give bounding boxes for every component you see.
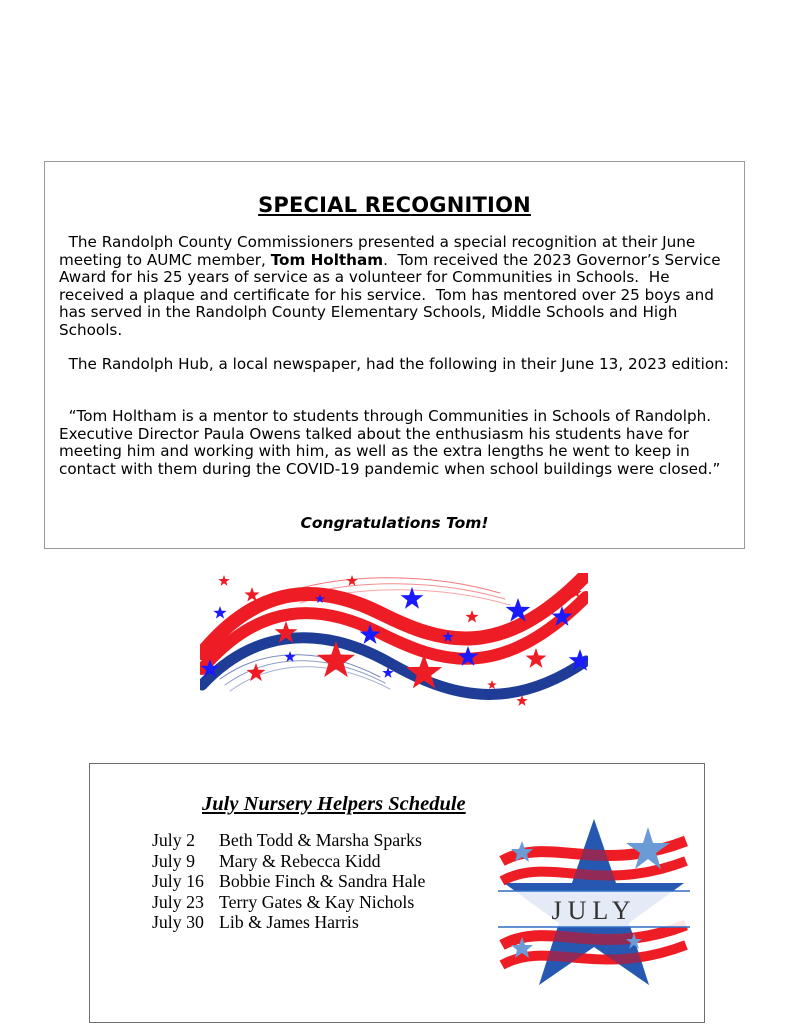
schedule-row bbox=[152, 892, 425, 913]
july-star-flag-icon bbox=[498, 815, 690, 987]
special-recognition-box bbox=[44, 161, 745, 549]
schedule-date: July 16 bbox=[152, 871, 204, 891]
nursery-schedule-title: July Nursery Helpers Schedule bbox=[202, 793, 466, 815]
p1-text-a: The Randolph County Commissioners presented a special recognition at their June meeting to AUMC member, bbox=[59, 233, 701, 269]
nursery-schedule-list bbox=[152, 830, 425, 933]
schedule-row bbox=[152, 912, 425, 933]
schedule-row bbox=[152, 830, 425, 851]
schedule-row bbox=[152, 871, 425, 892]
schedule-date: July 2 bbox=[152, 830, 195, 850]
schedule-date: July 23 bbox=[152, 891, 204, 912]
special-recognition-title: SPECIAL RECOGNITION bbox=[258, 193, 531, 217]
schedule-date: July 30 bbox=[152, 912, 204, 932]
schedule-helpers: Terry Gates & Kay Nichols bbox=[219, 891, 415, 912]
schedule-date: July 9 bbox=[152, 850, 195, 871]
p1-text-b: . Tom received the 2023 Governor’s Service Award for his 25 years of service as a volunteer for Communities in Schools. He received a plaque and certificate for his service. Tom has mentored over 25 boys and has served in the Randolph County Elementary Schools, Middle Schools and High Schools. bbox=[59, 250, 726, 339]
schedule-helpers: Bobbie Finch & Sandra Hale bbox=[219, 871, 426, 891]
schedule-helpers: Beth Todd & Marsha Sparks bbox=[219, 830, 422, 850]
honoree-name: Tom Holtham bbox=[270, 250, 384, 269]
newspaper-quote: “Tom Holtham is a mentor to students through Communities in Schools of Randolph. Executive Director Paula Owens talked about the enthusiasm his students have for meeting him and working with him, as well as the extra lengths he went to keep in contact with them during the COVID-19 pandemic when school buildings were closed.” bbox=[59, 407, 721, 478]
recognition-paragraph-1 bbox=[59, 234, 736, 340]
schedule-row bbox=[152, 851, 425, 872]
recognition-paragraph-2: The Randolph Hub, a local newspaper, had the following in their June 13, 2023 edition: bbox=[59, 355, 729, 373]
july-art-label: JULY bbox=[551, 896, 637, 925]
schedule-helpers: Mary & Rebecca Kidd bbox=[219, 850, 381, 871]
schedule-helpers: Lib & James Harris bbox=[219, 912, 359, 932]
congratulations-line: Congratulations Tom! bbox=[300, 514, 489, 532]
stars-and-stripes-banner bbox=[200, 573, 588, 713]
